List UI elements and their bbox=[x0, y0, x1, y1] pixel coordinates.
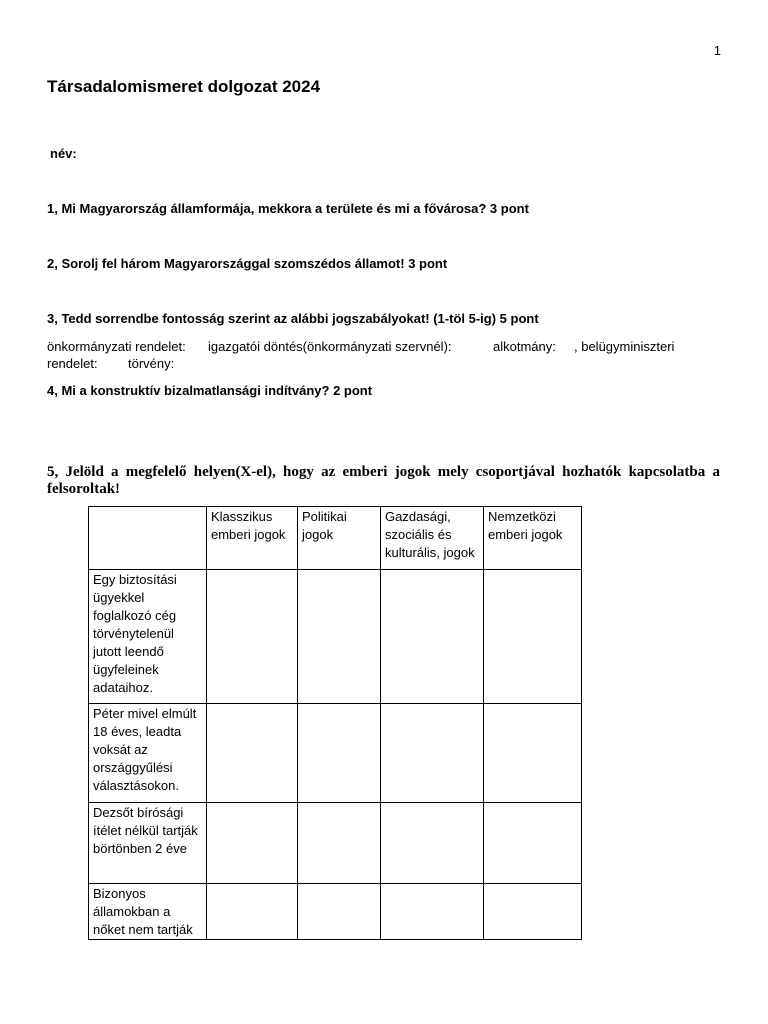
page-title: Társadalomismeret dolgozat 2024 bbox=[47, 77, 321, 96]
header-classic-rights: Klasszikus emberi jogok bbox=[207, 507, 298, 570]
table-row bbox=[89, 704, 582, 803]
answer-cell[interactable] bbox=[298, 803, 381, 884]
row-label bbox=[89, 884, 207, 940]
answer-cell[interactable] bbox=[298, 704, 381, 803]
question-5: 5, Jelöld a megfelelő helyen(X-el), hogy az emberi jogok mely csoportjával hozhatók kapcsolatba a felsoroltak! bbox=[47, 464, 720, 497]
header-international-rights: Nemzetközi emberi jogok bbox=[484, 507, 582, 570]
header-political-rights: Politikai jogok bbox=[298, 507, 381, 570]
page-number: 1 bbox=[713, 43, 721, 58]
row-label: Dezsőt bírósági ítélet nélkül tartják börtönben 2 éve bbox=[89, 803, 207, 884]
option-decree-label: rendelet: bbox=[47, 356, 98, 371]
option-local-decree: önkormányzati rendelet: bbox=[47, 339, 186, 354]
table-row bbox=[89, 884, 582, 940]
answer-cell[interactable] bbox=[207, 884, 298, 940]
answer-cell[interactable] bbox=[298, 570, 381, 704]
row-label: Péter mivel elmúlt 18 éves, leadta voksát az országgyűlési választásokon. bbox=[89, 704, 207, 803]
table-row bbox=[89, 803, 582, 884]
question-1: 1, Mi Magyarország államformája, mekkora a területe és mi a fővárosa? 3 pont bbox=[47, 201, 529, 216]
answer-cell[interactable] bbox=[381, 803, 484, 884]
answer-cell[interactable] bbox=[381, 884, 484, 940]
option-director-decision: igazgatói döntés(önkormányzati szervnél): bbox=[208, 339, 452, 354]
human-rights-table bbox=[88, 506, 582, 940]
row-label-text: Bizonyos államokban a nőket nem tartják bbox=[93, 886, 193, 937]
question-2: 2, Sorolj fel három Magyarországgal szomszédos államot! 3 pont bbox=[47, 256, 448, 271]
table-row bbox=[89, 570, 582, 704]
header-economic-rights: Gazdasági, szociális és kulturális, jogok bbox=[381, 507, 484, 570]
answer-cell[interactable] bbox=[484, 884, 582, 940]
answer-cell[interactable] bbox=[381, 570, 484, 704]
header-empty-cell bbox=[89, 507, 207, 570]
name-label: név: bbox=[50, 146, 77, 161]
answer-cell[interactable] bbox=[298, 884, 381, 940]
option-constitution: alkotmány: bbox=[493, 339, 556, 354]
answer-cell[interactable] bbox=[381, 704, 484, 803]
row-label: Egy biztosítási ügyekkel foglalkozó cég törvénytelenül jutott leendő ügyfeleinek adataihoz. bbox=[89, 570, 207, 704]
answer-cell[interactable] bbox=[207, 570, 298, 704]
answer-cell[interactable] bbox=[484, 704, 582, 803]
option-law: törvény: bbox=[128, 356, 175, 371]
answer-cell[interactable] bbox=[484, 570, 582, 704]
option-minister-decree: , belügyminiszteri bbox=[574, 339, 675, 354]
table-header-row bbox=[89, 507, 582, 570]
question-3: 3, Tedd sorrendbe fontosság szerint az alábbi jogszabályokat! (1-töl 5-ig) 5 pont bbox=[47, 311, 539, 326]
answer-cell[interactable] bbox=[207, 803, 298, 884]
answer-cell[interactable] bbox=[484, 803, 582, 884]
answer-cell[interactable] bbox=[207, 704, 298, 803]
question-4: 4, Mi a konstruktív bizalmatlansági indítvány? 2 pont bbox=[47, 383, 373, 398]
